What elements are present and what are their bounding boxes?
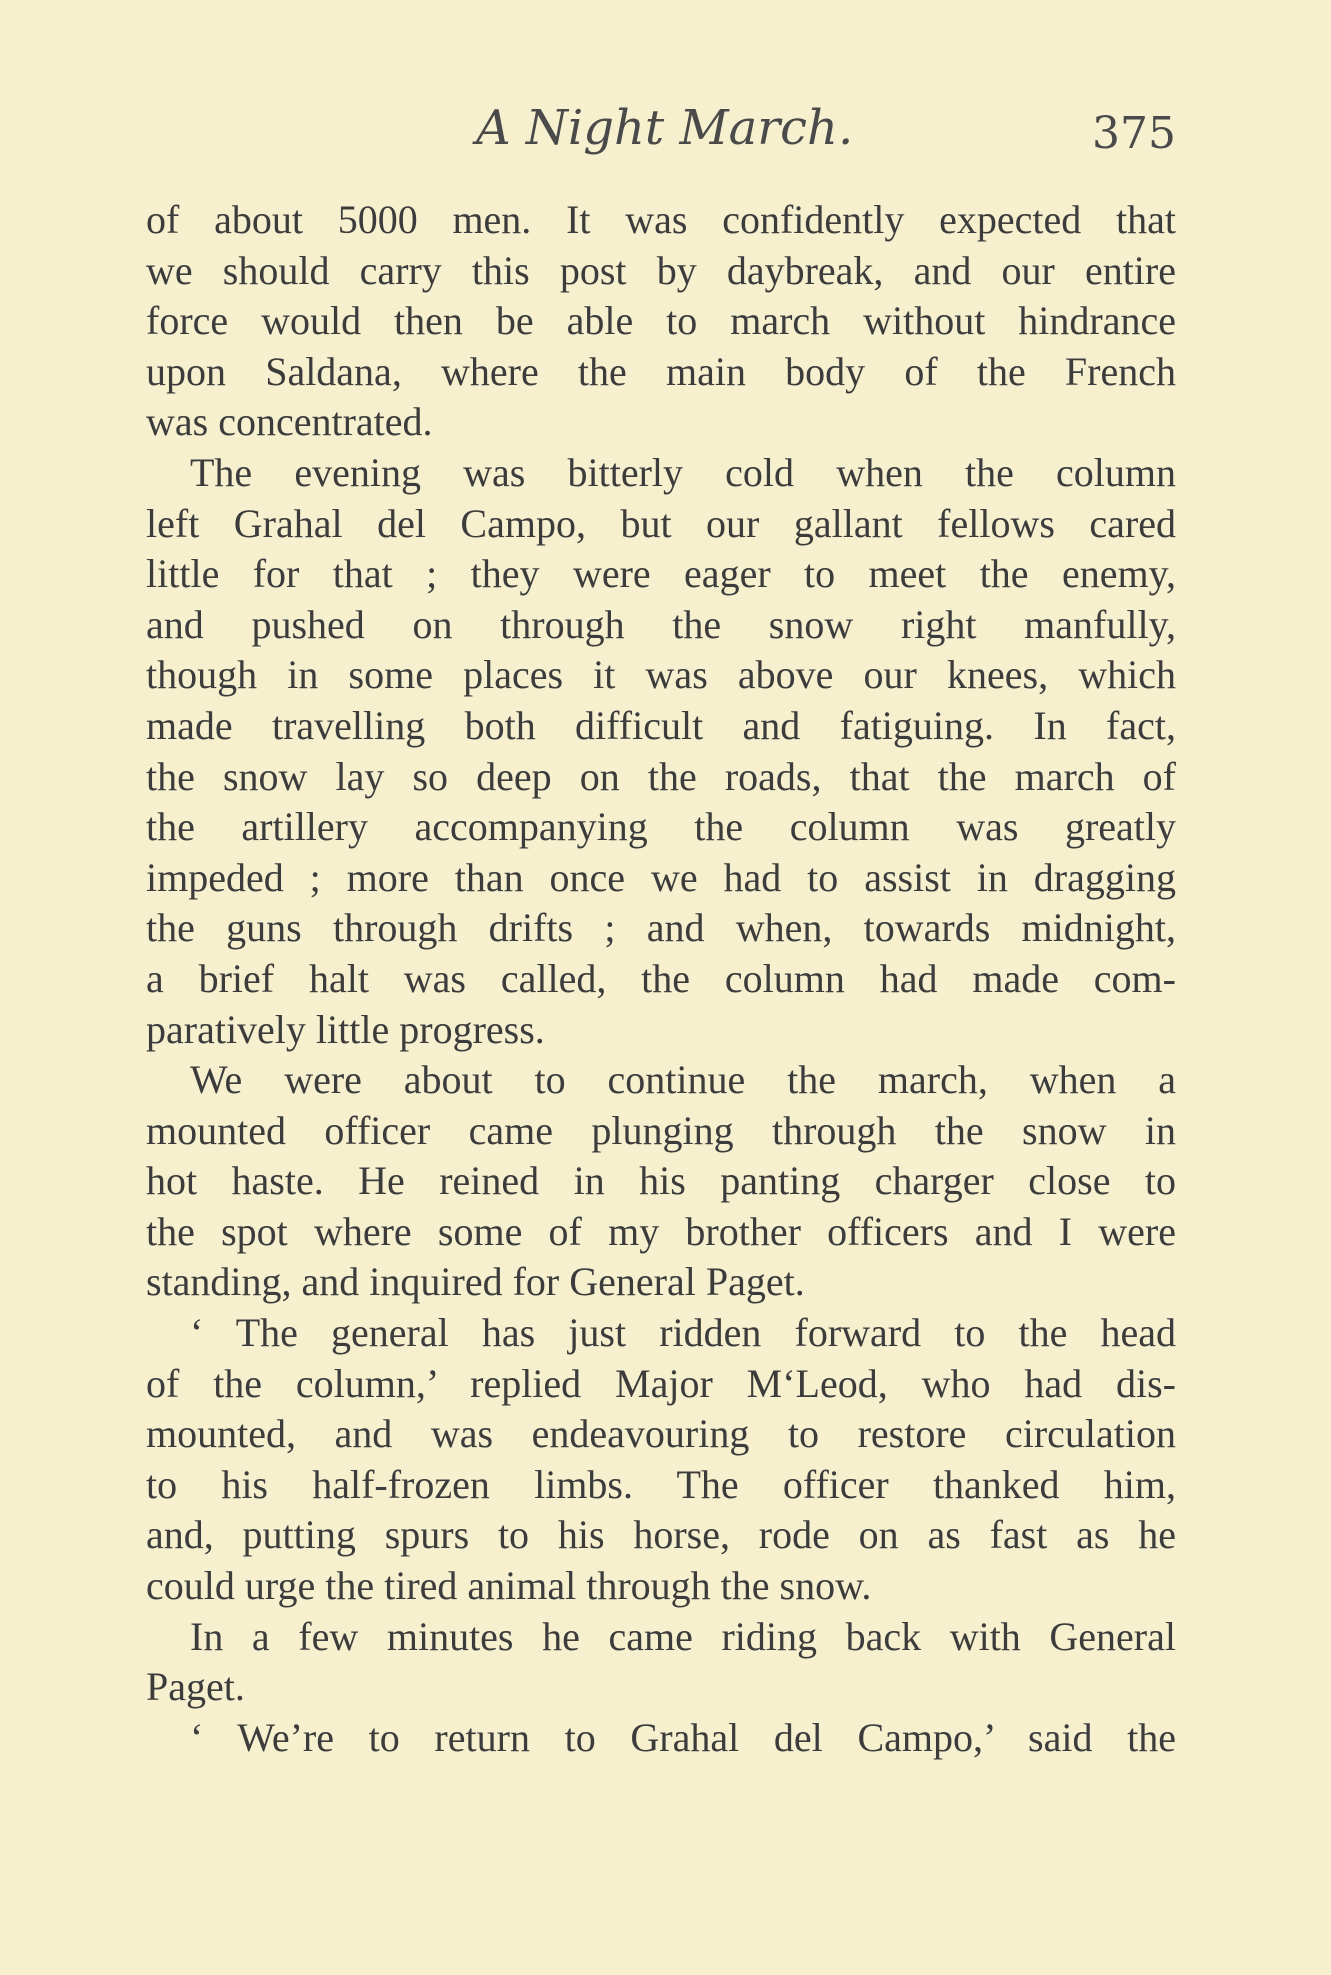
text-line: and, putting spurs to his horse, rode on as fast as he: [146, 1512, 1176, 1558]
text-line: to his half-frozen limbs. The officer thanked him,: [146, 1461, 1176, 1507]
text-line: We were about to continue the march, when a: [190, 1057, 1176, 1103]
text-line: little for that ; they were eager to meet the enemy,: [146, 551, 1176, 597]
text-line: though in some places it was above our knees, which: [146, 652, 1176, 698]
page-header: [146, 98, 1176, 168]
text-line: the artillery accompanying the column was greatly: [146, 804, 1176, 850]
text-line: In a few minutes he came riding back with General: [190, 1613, 1176, 1659]
text-line: upon Saldana, where the main body of the French: [146, 348, 1176, 394]
text-line: the spot where some of my brother officers and I were: [146, 1208, 1176, 1254]
text-line: we should carry this post by daybreak, and our entire: [146, 247, 1176, 293]
text-line: a brief halt was called, the column had made com-: [146, 955, 1176, 1001]
text-line: force would then be able to march without hindrance: [146, 298, 1176, 344]
text-line: mounted officer came plunging through the snow in: [146, 1107, 1176, 1153]
text-line: the guns through drifts ; and when, towards midnight,: [146, 905, 1176, 951]
text-line: of the column,’ replied Major M‘Leod, who had dis-: [146, 1360, 1176, 1406]
text-line: impeded ; more than once we had to assist in dragging: [146, 854, 1176, 900]
running-title: A Night March.: [476, 100, 854, 156]
text-line: could urge the tired animal through the snow.: [146, 1563, 872, 1609]
text-line: standing, and inquired for General Paget.: [146, 1259, 805, 1305]
text-line: of about 5000 men. It was confidently expected that: [146, 197, 1176, 242]
text-line: made travelling both difficult and fatiguing. In fact,: [146, 702, 1176, 748]
text-line: paratively little progress.: [146, 1006, 545, 1052]
text-line: ‘ The general has just ridden forward to the head: [190, 1310, 1176, 1356]
text-line: and pushed on through the snow right manfully,: [146, 601, 1176, 647]
text-line: mounted, and was endeavouring to restore circulation: [146, 1411, 1176, 1457]
text-line: Paget.: [146, 1664, 245, 1710]
text-line: The evening was bitterly cold when the column: [190, 449, 1176, 495]
text-line: was concentrated.: [146, 399, 433, 445]
page-number: 375: [1092, 108, 1176, 159]
text-line: ‘ We’re to return to Grahal del Campo,’ said the: [190, 1714, 1176, 1760]
text-line: the snow lay so deep on the roads, that the march of: [146, 753, 1176, 799]
text-line: left Grahal del Campo, but our gallant fellows cared: [146, 500, 1176, 546]
body-text: [146, 195, 1176, 1763]
text-line: hot haste. He reined in his panting charger close to: [146, 1158, 1176, 1204]
